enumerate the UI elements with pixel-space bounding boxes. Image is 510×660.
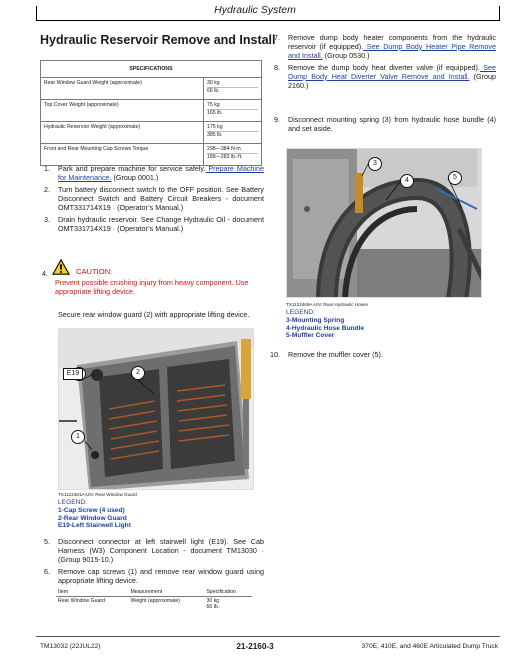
step-number: 9.: [274, 115, 280, 124]
step-text: Drain hydraulic reservoir. See Change Hydraulic Oil - document OMT331714X19 · (Operator’s Manual.): [58, 215, 264, 233]
right-leader-lines: [286, 148, 482, 298]
legend-item: 4-Hydraulic Hose Bundle: [286, 324, 365, 332]
step-text-main: Park and prepare machine for service safely.: [58, 164, 206, 173]
spec-value-metric: 175 kg: [207, 124, 223, 130]
warning-triangle-icon: [52, 258, 70, 276]
spec-value-metric: 298—384 N·m: [207, 146, 241, 152]
spec-label: Top Cover Weight (approximate): [41, 100, 204, 122]
step-group-ref: (Group 0530.): [322, 50, 370, 60]
spec-value-imperial: 385 lb.: [207, 131, 258, 139]
step-5: [44, 538, 264, 564]
step-text: [58, 165, 264, 183]
step-number: 3.: [44, 215, 50, 224]
step-9: [274, 116, 496, 134]
spec-value: [204, 100, 262, 122]
step-group-ref: (Group 2160.): [288, 71, 496, 90]
heat-diverter-valve-link[interactable]: See Dump Body Heat Diverter Valve Remove and Install.: [288, 63, 496, 81]
secure-guard-text: Secure rear window guard (2) with appropriate lifting device.: [58, 310, 250, 319]
step-text: Disconnect connector at left stairwell light (E19). See Cab Harness (W3) Component Location - document TM13030 · (Group 9015-10.): [58, 537, 264, 564]
step-group-ref: (Group 0001.): [111, 172, 159, 182]
table-row: [56, 597, 252, 612]
figure-id-right: TX1122469A-UN: Rear Hydraulic Hoses: [286, 302, 368, 307]
footer-doc-id: TM13032 (22JUL22): [40, 643, 101, 650]
table-cell: [204, 597, 252, 612]
legend-heading: LEGEND:: [286, 309, 315, 316]
spec-value-metric: 30 kg: [207, 80, 220, 86]
spec-value-metric: 30 kg: [206, 598, 220, 604]
table-cell: Weight (approximate): [130, 598, 180, 604]
spec-value: [204, 122, 262, 144]
column-header: Specification: [204, 588, 252, 597]
spec-value-imperial: 66 lb.: [206, 604, 220, 611]
step-3: [44, 216, 264, 234]
step-8: [274, 64, 496, 90]
legend-item: 3-Mounting Spring: [286, 316, 345, 324]
step-text: [288, 34, 496, 60]
guard-weight-table: [56, 588, 252, 612]
step-number: 5.: [44, 537, 50, 546]
spec-value-metric: 75 kg: [207, 102, 220, 108]
spec-value: [204, 78, 262, 100]
legend-right: [286, 309, 364, 340]
footer-page-number: 21-2160-3: [236, 642, 274, 651]
spec-value: [204, 144, 262, 166]
table-cell: Rear Window Guard: [58, 598, 105, 604]
page-title: Hydraulic Reservoir Remove and Install: [40, 33, 276, 47]
spec-value-imperial: 66 lb.: [207, 87, 258, 95]
legend-left: [58, 499, 131, 530]
legend-item: E19-Left Stairwell Light: [58, 522, 131, 530]
header-rule: [36, 20, 500, 21]
step-number: 1.: [44, 164, 50, 173]
specifications-heading: SPECIFICATIONS: [41, 61, 262, 78]
section-title: Hydraulic System: [214, 4, 296, 16]
legend-item: 2-Rear Window Guard: [58, 514, 127, 522]
spec-value-imperial: 189—283 lb.-ft.: [207, 153, 258, 161]
step-text: Disconnect mounting spring (3) from hydraulic hose bundle (4) and set aside.: [288, 115, 496, 133]
spec-value-imperial: 165 lb.: [207, 109, 258, 117]
spec-label: Rear Window Guard Weight (approximate): [41, 78, 204, 100]
step-number: 10.: [270, 350, 280, 359]
step-7: [274, 34, 496, 60]
step-number: 2.: [44, 185, 50, 194]
figure-id-left: TX1122481A-UN: Rear Window Guard: [58, 492, 137, 497]
left-leader-lines: [58, 328, 254, 490]
table-row: [41, 100, 262, 122]
step-text: Remove the muffler cover (5).: [288, 350, 383, 359]
callout-4: 4: [400, 174, 414, 188]
step-text: [288, 64, 496, 90]
table-row: [41, 122, 262, 144]
table-row: [41, 78, 262, 100]
step-1: [44, 165, 264, 183]
caution-text: Prevent possible crushing injury from heavy component. Use appropriate lifting device.: [55, 278, 249, 296]
footer-model: 370E, 410E, and 460E Articulated Dump Truck: [361, 643, 498, 650]
legend-item: 5-Muffler Cover: [286, 332, 335, 340]
table-row: [41, 144, 262, 166]
step-text-main: Remove the dump body heat diverter valve (if equipped).: [288, 63, 480, 72]
dump-body-heater-link[interactable]: See Dump Body Heater Pipe Remove and Install.: [288, 41, 496, 60]
step-number: 4.: [42, 269, 48, 278]
legend-heading: LEGEND:: [58, 499, 87, 506]
step-number: 6.: [44, 567, 50, 576]
legend-item: 1-Cap Screw (4 used): [58, 506, 125, 514]
callout-2: 2: [131, 366, 145, 380]
callout-1: 1: [71, 430, 85, 444]
column-header: Item: [56, 588, 128, 597]
step-text: Remove cap screws (1) and remove rear window guard using appropriate lifting device.: [58, 567, 264, 585]
footer-rule: [36, 636, 500, 637]
step-number: 8.: [274, 63, 280, 72]
callout-3: 3: [368, 157, 382, 171]
step-text-main: Remove dump body heater components from the hydraulic reservoir (if equipped).: [288, 33, 496, 51]
step-2: [44, 186, 264, 212]
spec-label: Front and Rear Mounting Cap Screws Torque: [41, 144, 204, 166]
prepare-machine-link[interactable]: Prepare Machine for Maintenance.: [58, 164, 264, 182]
step-6: [44, 568, 264, 586]
specifications-table: [40, 60, 262, 166]
step-10: [270, 351, 496, 360]
step-number: 7.: [274, 33, 280, 42]
spec-label: Hydraulic Reservoir Weight (approximate): [41, 122, 204, 144]
step-text: Turn battery disconnect switch to the OFF position. See Battery Disconnect Switch and Battery Circuit Breakers - document OMT331714X19 · (Operator’s Manual.): [58, 185, 264, 212]
caution-label: CAUTION:: [76, 267, 113, 276]
table-header-row: [56, 588, 252, 597]
callout-5: 5: [448, 171, 462, 185]
callout-e19: E19: [63, 368, 83, 380]
column-header: Measurement: [128, 588, 204, 597]
